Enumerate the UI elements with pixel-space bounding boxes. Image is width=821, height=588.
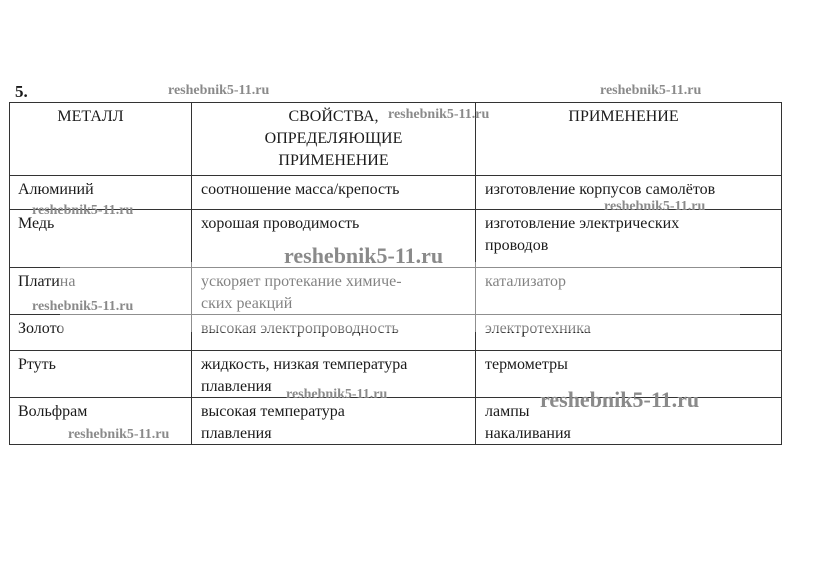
watermark: reshebnik5-11.ru <box>168 83 270 98</box>
watermark: reshebnik5-11.ru <box>32 299 134 314</box>
property-cell <box>191 268 475 314</box>
table-row <box>10 315 781 351</box>
application-line: электротехника <box>485 320 591 337</box>
watermark: reshebnik5-11.ru <box>388 107 490 122</box>
property-cell <box>191 315 475 350</box>
header-application <box>475 103 781 175</box>
watermark: reshebnik5-11.ru <box>540 387 700 412</box>
property-line: жидкость, низкая температура <box>201 356 408 373</box>
property-line: высокая электропроводность <box>201 320 399 337</box>
watermark: reshebnik5-11.ru <box>286 387 388 402</box>
table-row <box>10 268 781 315</box>
table-row <box>10 210 781 268</box>
watermark: reshebnik5-11.ru <box>32 203 134 218</box>
table-row <box>10 398 781 444</box>
application-cell <box>475 210 781 267</box>
property-cell <box>191 398 475 444</box>
header-line: ОПРЕДЕЛЯЮЩИЕ <box>264 130 403 147</box>
metal-cell: Платина <box>18 273 76 290</box>
metal-cell: Алюминий <box>18 181 94 198</box>
property-line: плавления <box>201 425 272 442</box>
application-line: изготовление корпусов самолётов <box>485 181 716 198</box>
application-line: изготовление электрических <box>485 215 680 232</box>
watermark: reshebnik5-11.ru <box>68 427 170 442</box>
property-line: плавления <box>201 378 272 395</box>
application-cell <box>475 398 781 444</box>
application-line: проводов <box>485 237 549 254</box>
watermark: reshebnik5-11.ru <box>284 243 444 268</box>
property-line: соотношение масса/крепость <box>201 181 400 198</box>
application-cell <box>475 315 781 350</box>
application-cell <box>475 176 781 209</box>
property-line: высокая температура <box>201 403 345 420</box>
property-cell <box>191 351 475 397</box>
application-line: лампы <box>485 403 530 420</box>
property-line: ских реакций <box>201 295 293 312</box>
header-metal <box>10 103 191 175</box>
property-line: хорошая проводимость <box>201 215 360 232</box>
metal-cell: Ртуть <box>18 356 56 373</box>
application-cell <box>475 268 781 314</box>
metal-cell: Вольфрам <box>18 403 88 420</box>
metals-table <box>9 102 782 445</box>
property-line: ускоряет протекание химиче- <box>201 273 402 290</box>
application-line: термометры <box>485 356 568 373</box>
task-number: 5. <box>15 82 28 101</box>
table-header-row <box>10 103 781 176</box>
application-line: накаливания <box>485 425 571 442</box>
header-line: СВОЙСТВА, <box>288 108 379 125</box>
metal-cell: Медь <box>18 215 55 232</box>
metal-cell: Золото <box>18 320 65 337</box>
watermark: reshebnik5-11.ru <box>600 83 702 98</box>
property-cell <box>191 210 475 267</box>
watermark: reshebnik5-11.ru <box>604 199 706 214</box>
table-row <box>10 351 781 398</box>
header-line: МЕТАЛЛ <box>57 108 124 125</box>
table-row <box>10 176 781 210</box>
property-cell <box>191 176 475 209</box>
application-line: катализатор <box>485 273 566 290</box>
application-cell <box>475 351 781 397</box>
header-line: ПРИМЕНЕНИЕ <box>278 152 389 169</box>
header-line: ПРИМЕНЕНИЕ <box>568 108 679 125</box>
header-properties <box>191 103 475 175</box>
